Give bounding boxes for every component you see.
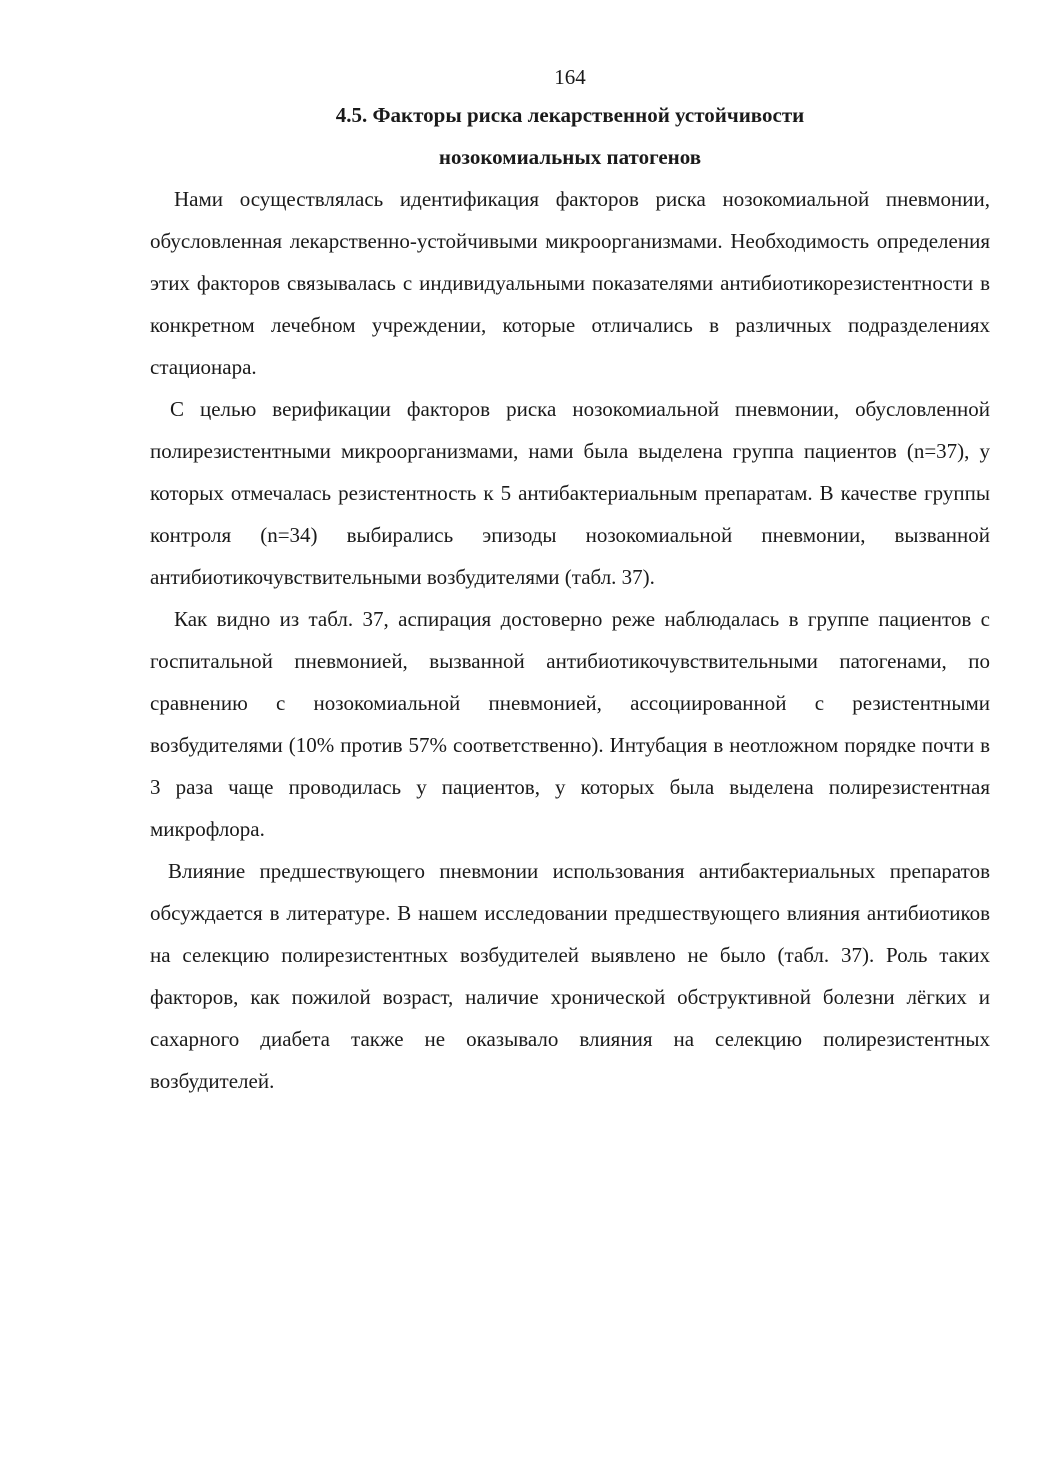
page-number: 164: [554, 65, 586, 89]
paragraph-3: Как видно из табл. 37, аспирация достоверно реже наблюдалась в группе пациентов с госпитальной пневмонией, вызванной антибиотикочувствительными патогенами, по сравнению с нозокомиальной пневмонией, ассоциированной с резистентными возбудителями (10% против 57% соответственно). Интубация в неотложном порядке почти в 3 раза чаще проводилась у пациентов, у которых была выделена полирезистентная микрофлора.: [150, 607, 990, 841]
section-heading-line-1: 4.5. Факторы риска лекарственной устойчивости: [335, 103, 805, 127]
section-heading: [150, 94, 990, 178]
paragraph-4: Влияние предшествующего пневмонии использования антибактериальных препаратов обсуждается в литературе. В нашем исследовании предшествующего влияния антибиотиков на селекцию полирезистентных возбудителей выявлено не было (табл. 37). Роль таких факторов, как пожилой возраст, наличие хронической обструктивной болезни лёгких и сахарного диабета также не оказывало влияния на селекцию полирезистентных возбудителей.: [150, 859, 990, 1093]
paragraph-1: Нами осуществлялась идентификация факторов риска нозокомиальной пневмонии, обусловленная лекарственно-устойчивыми микроорганизмами. Необходимость определения этих факторов связывалась с индивидуальными показателями антибиотикорезистентности в конкретном лечебном учреждении, которые отличались в различных подразделениях стационара.: [150, 187, 990, 379]
document-page: [150, 60, 990, 1102]
section-heading-line-2: нозокомиальных патогенов: [438, 145, 702, 169]
paragraph-2: С целью верификации факторов риска нозокомиальной пневмонии, обусловленной полирезистентными микроорганизмами, нами была выделена группа пациентов (n=37), у которых отмечалась резистентность к 5 антибактериальным препаратам. В качестве группы контроля (n=34) выбирались эпизоды нозокомиальной пневмонии, вызванной антибиотикочувствительными возбудителями (табл. 37).: [150, 397, 990, 589]
